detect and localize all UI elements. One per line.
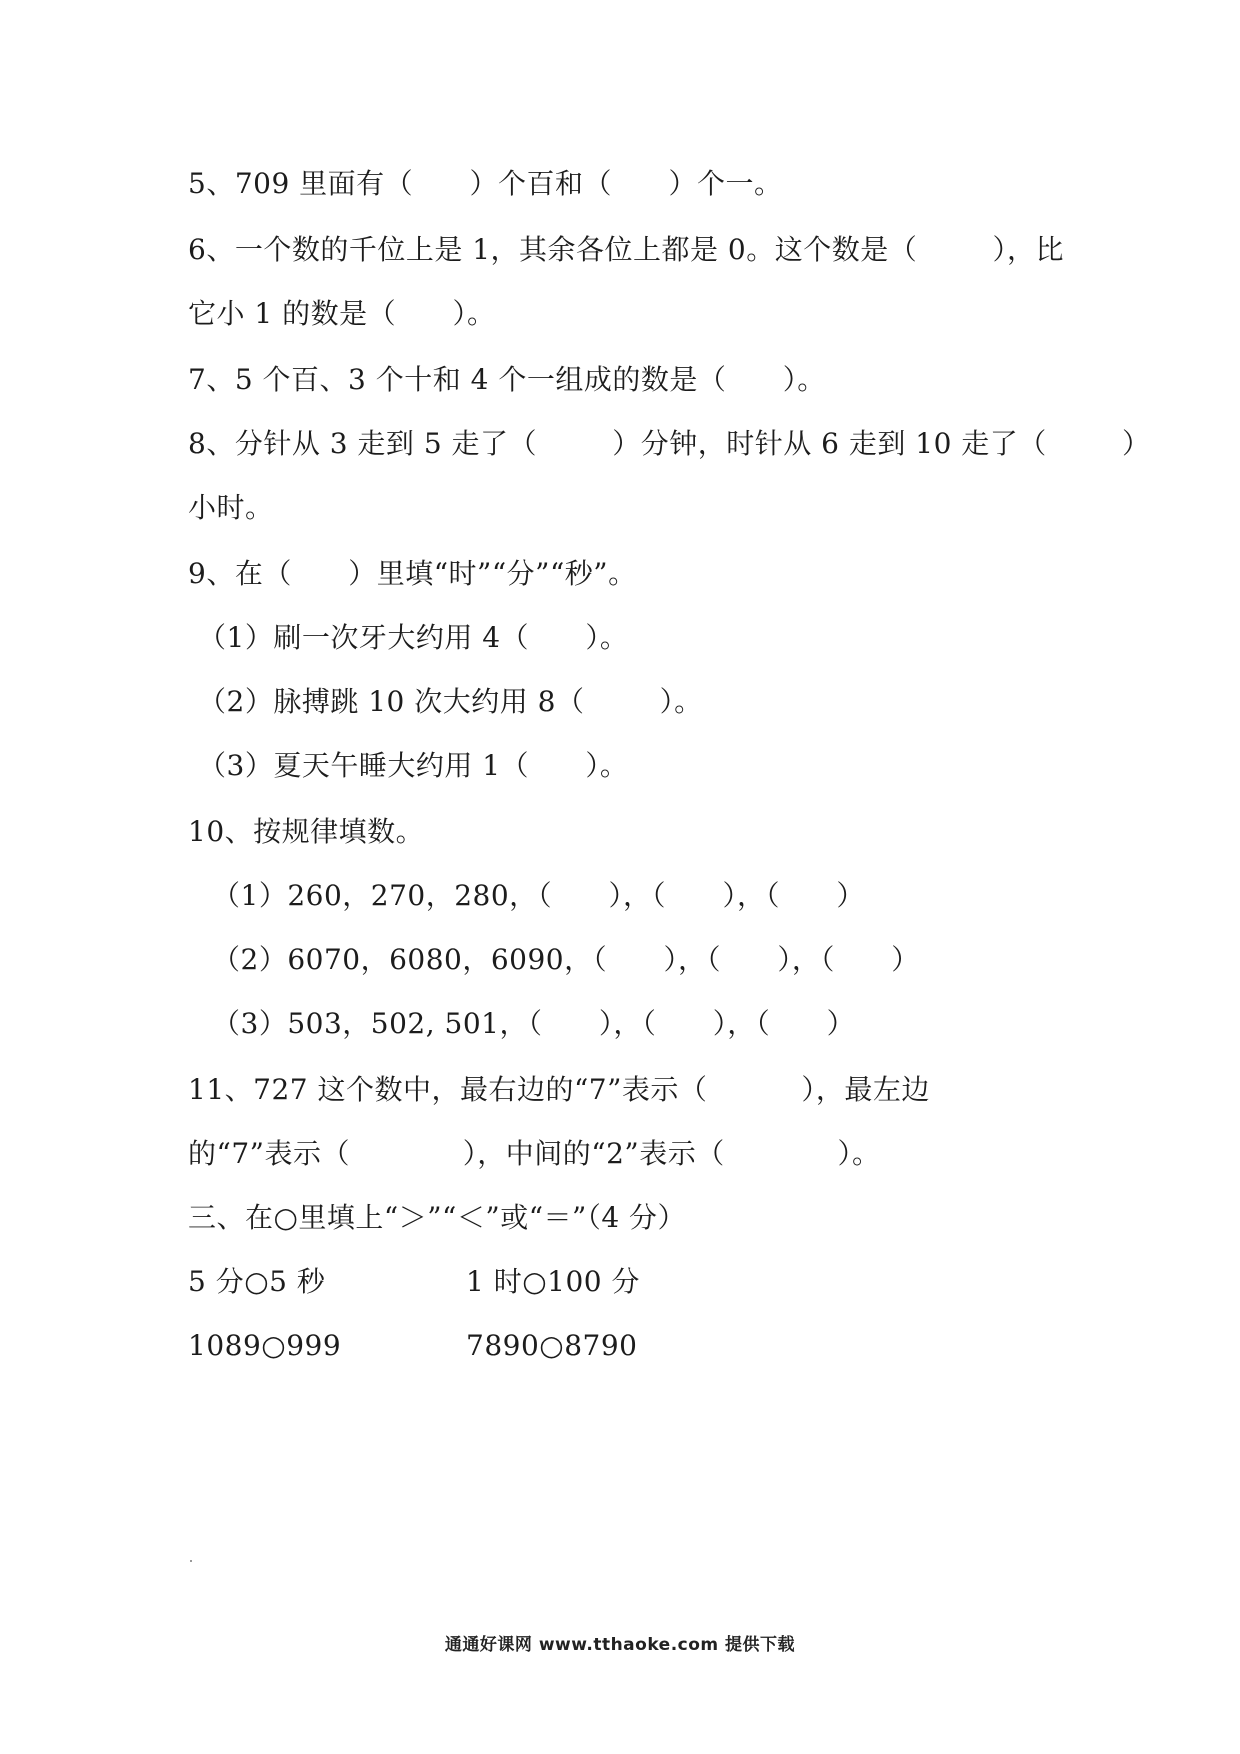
question-8-line-1: 8、分针从 3 走到 5 走了（ ）分钟，时针从 6 走到 10 走了（ ） bbox=[188, 427, 1151, 460]
comparison-item: 7890○8790 bbox=[466, 1329, 638, 1362]
question-11-line-1: 11、727 这个数中，最右边的“7”表示（ ），最左边 bbox=[188, 1073, 930, 1106]
question-6-line-2: 它小 1 的数是（ ）。 bbox=[188, 297, 496, 330]
question-10-item-2: （2）6070，6080，6090，（ ），（ ），（ ） bbox=[212, 943, 920, 976]
question-9-item-2: （2）脉搏跳 10 次大约用 8（ ）。 bbox=[198, 685, 703, 718]
question-11-line-2: 的“7”表示（ ），中间的“2”表示（ ）。 bbox=[188, 1137, 881, 1170]
question-8-line-2: 小时。 bbox=[188, 491, 274, 524]
comparison-item: 5 分○5 秒 bbox=[188, 1265, 326, 1298]
question-7: 7、5 个百、3 个十和 4 个一组成的数是（ ）。 bbox=[188, 363, 826, 396]
comparison-item: 1089○999 bbox=[188, 1329, 342, 1362]
section-3-title: 三、在○里填上“＞”“＜”或“＝”（4 分） bbox=[188, 1201, 687, 1234]
question-10: 10、按规律填数。 bbox=[188, 815, 425, 848]
question-10-item-3: （3）503，502, 501，（ ），（ ），（ ） bbox=[212, 1007, 856, 1040]
question-6-line-1: 6、一个数的千位上是 1，其余各位上都是 0。这个数是（ ），比 bbox=[188, 233, 1064, 266]
question-9-item-3: （3）夏天午睡大约用 1（ ）。 bbox=[198, 749, 629, 782]
question-5: 5、709 里面有（ ）个百和（ ）个一。 bbox=[188, 167, 783, 200]
question-9-item-1: （1）刷一次牙大约用 4（ ）。 bbox=[198, 621, 629, 654]
question-10-item-1: （1）260，270，280，（ ），（ ），（ ） bbox=[212, 879, 865, 912]
scan-speck bbox=[190, 1560, 192, 1562]
question-9: 9、在（ ）里填“时”“分”“秒”。 bbox=[188, 557, 637, 590]
footer-source: 通通好课网 www.tthaoke.com 提供下载 bbox=[444, 1635, 796, 1655]
comparison-item: 1 时○100 分 bbox=[466, 1265, 640, 1298]
